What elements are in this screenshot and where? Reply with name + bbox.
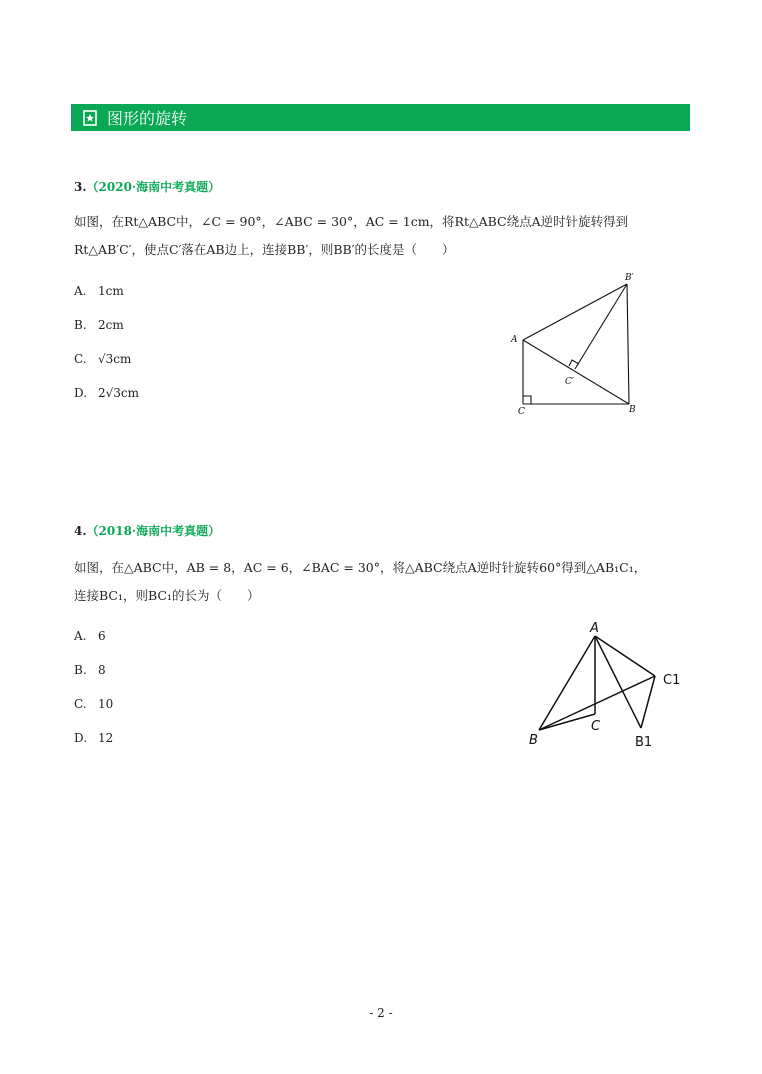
- q3-option-c[interactable]: C. √3cm: [74, 352, 132, 366]
- q3-seg-B1B: [627, 284, 629, 404]
- q4-option-a[interactable]: A. 6: [74, 629, 106, 643]
- q4-label-A: A: [590, 621, 599, 636]
- bookmark-star-icon: [83, 110, 97, 126]
- q3-stem-line1: 如图，在Rt△ABC中，∠C = 90°，∠ABC = 30°，AC = 1cm，将Rt△ABC绕点A逆时针旋转得到: [74, 214, 629, 229]
- q4-label-B: B: [529, 733, 538, 748]
- q4-option-d[interactable]: D. 12: [74, 731, 114, 745]
- q3-option-b[interactable]: B. 2cm: [74, 318, 124, 332]
- q4-figure: [525, 616, 690, 756]
- q3-right-angle-C: [523, 396, 531, 404]
- q3-label-B: B: [629, 405, 636, 415]
- q3-number: 3.: [74, 180, 87, 194]
- q3-seg-AB1: [523, 284, 627, 340]
- q3-option-a[interactable]: A. 1cm: [74, 284, 124, 298]
- q3-stem-line2: Rt△AB′C′，使点C′落在AB边上，连接BB′，则BB′的长度是（ ）: [74, 242, 455, 257]
- q3-header: [74, 178, 220, 195]
- q4-stem-line1: 如图，在△ABC中，AB = 8，AC = 6，∠BAC = 30°，将△ABC绕点A逆时针旋转60°得到△AB₁C₁，: [74, 560, 647, 575]
- q4-number: 4.: [74, 524, 87, 538]
- q4-seg-C1B1: [641, 676, 655, 728]
- q3-option-d[interactable]: D. 2√3cm: [74, 386, 140, 400]
- q3-seg-AB: [523, 340, 629, 404]
- q4-label-C: C: [591, 719, 601, 734]
- q3-figure: [505, 268, 645, 418]
- q4-seg-AB1: [595, 636, 641, 728]
- q3-label-C: C: [518, 407, 525, 417]
- q4-seg-AC1: [595, 636, 655, 676]
- q4-option-b[interactable]: B. 8: [74, 663, 106, 677]
- q3-seg-B1C1: [575, 284, 627, 369]
- q3-source: （2020·海南中考真题）: [86, 180, 221, 194]
- q4-label-C1: C1: [663, 673, 681, 688]
- q3-label-C1: C′: [565, 377, 574, 387]
- section-title: 图形的旋转: [107, 109, 188, 128]
- q4-label-B1: B1: [635, 735, 653, 750]
- q3-label-B1: B′: [625, 273, 634, 283]
- section-banner: [71, 104, 690, 131]
- q3-stem: [74, 208, 694, 264]
- q4-stem-line2: 连接BC₁，则BC₁的长为（ ）: [74, 588, 260, 603]
- q4-stem: [74, 554, 694, 610]
- page-number: - 2 -: [369, 1006, 393, 1020]
- q4-header: [74, 522, 220, 539]
- q4-option-c[interactable]: C. 10: [74, 697, 114, 711]
- q4-source: （2018·海南中考真题）: [86, 524, 221, 538]
- q3-label-A: A: [511, 335, 518, 345]
